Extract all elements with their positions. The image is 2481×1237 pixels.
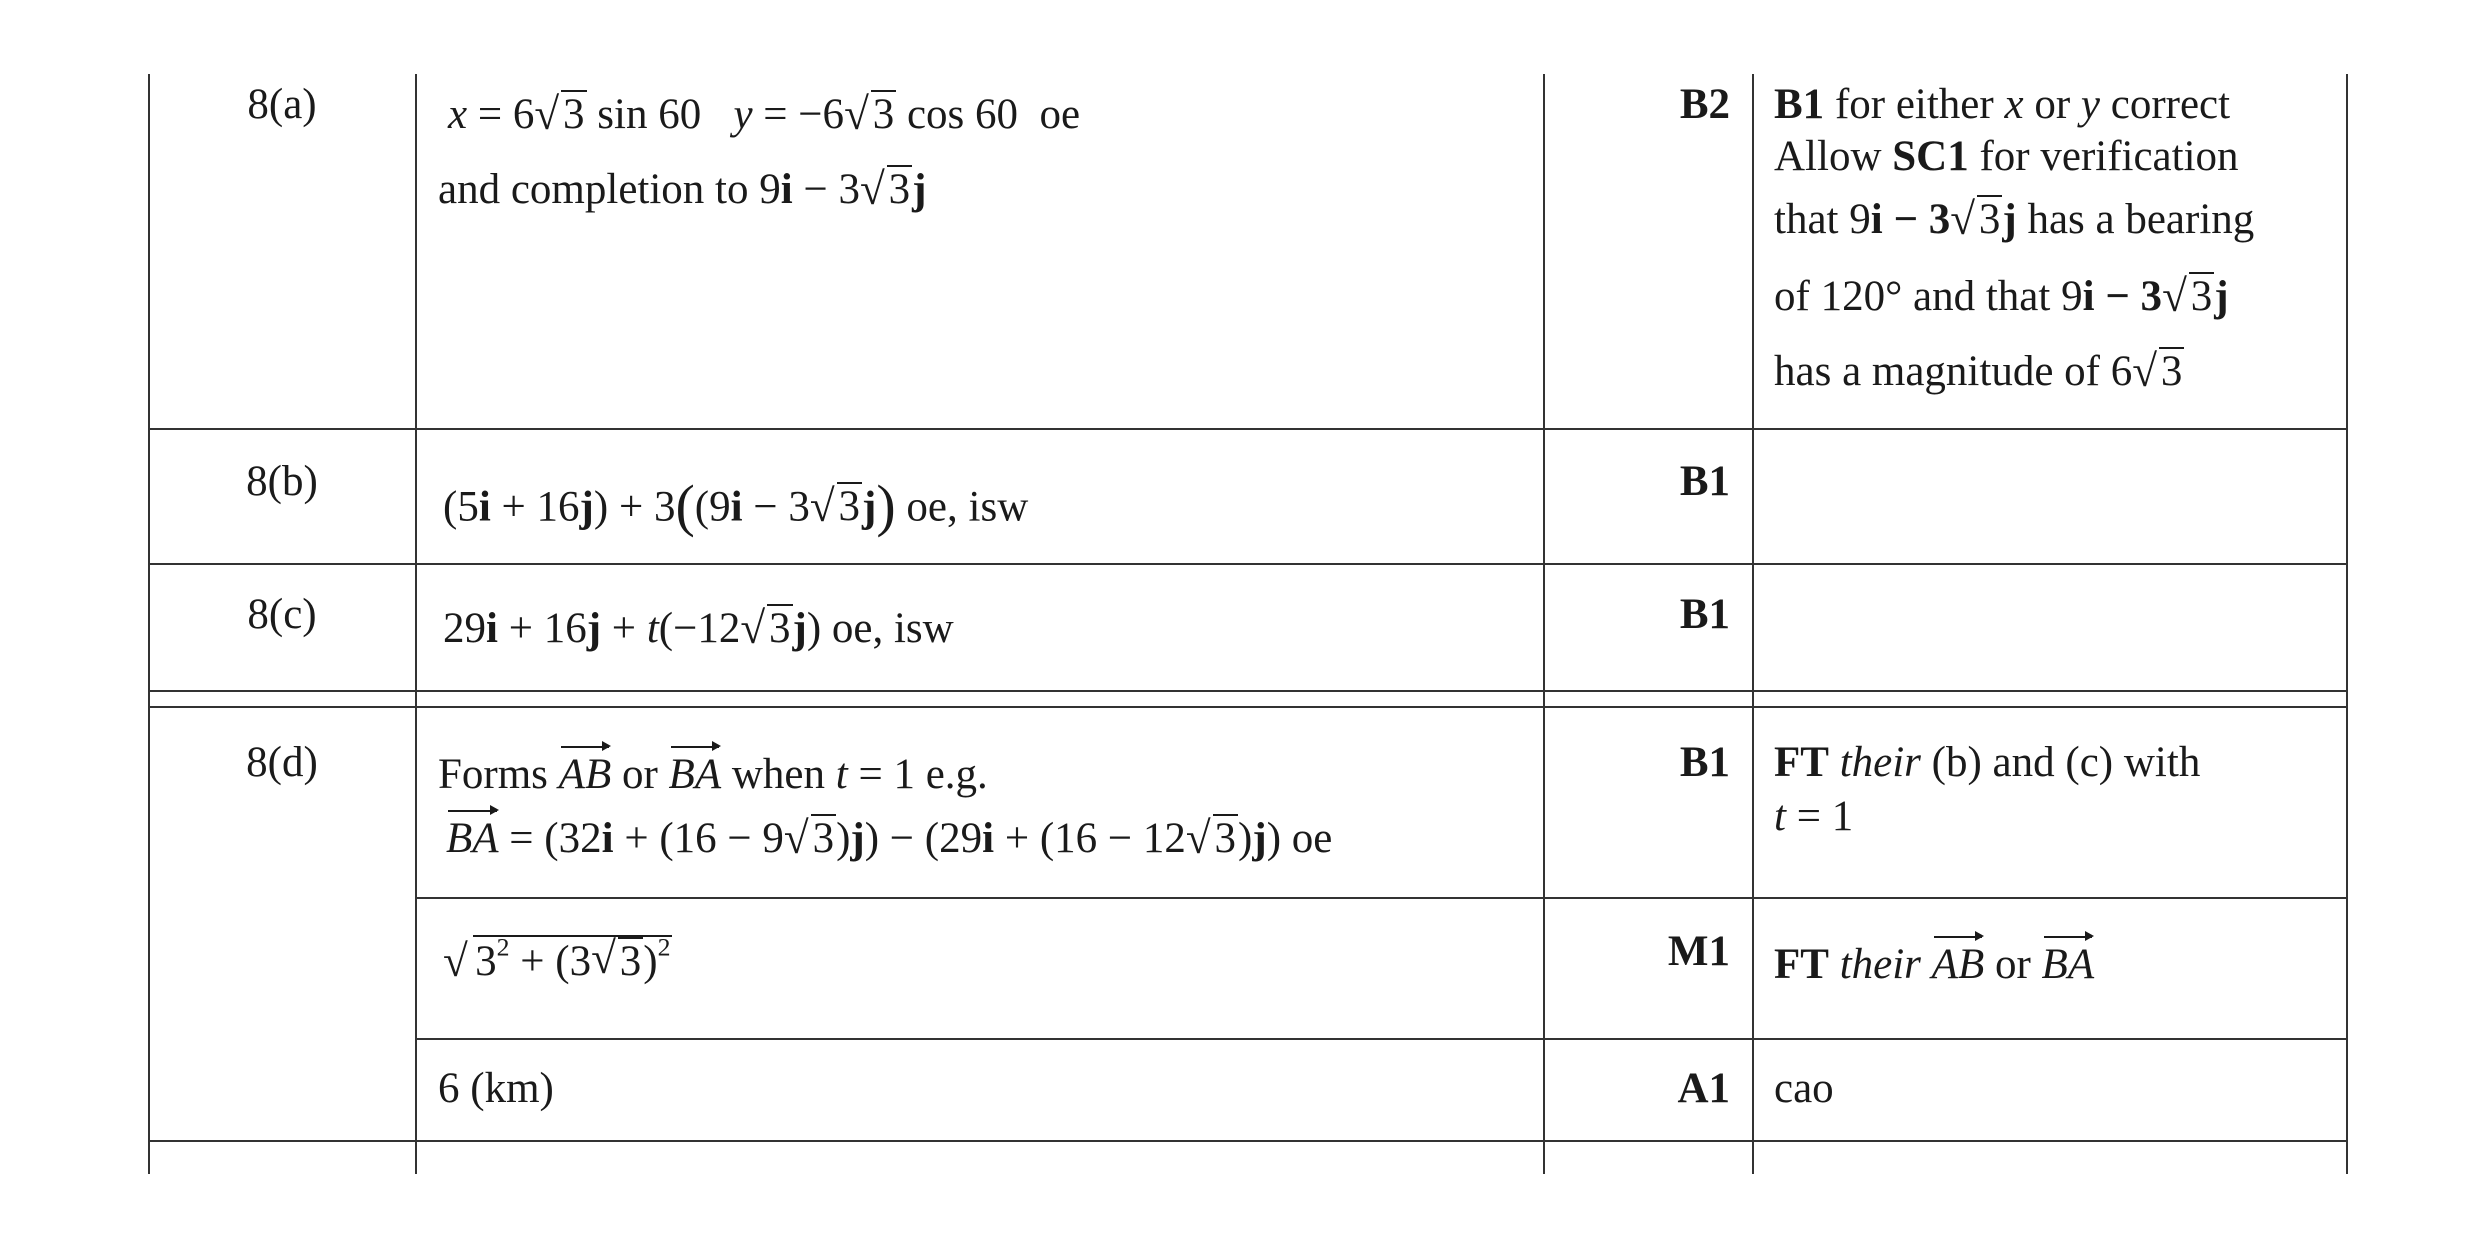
grid-col-divider-3 [1752, 74, 1754, 1174]
row-border-8c-bottom [148, 706, 2348, 708]
row-border-8d-part1 [415, 897, 2348, 899]
marks-8b: B1 [1679, 458, 1730, 505]
answer-8a-line1: x = 6√ 3 sin 60 y = −6√ 3 cos 60 oe [448, 88, 1080, 142]
marks-8a: B2 [1679, 81, 1730, 128]
guidance-8a-line4: of 120° and that 9i − 3√ 3j [1774, 270, 2229, 324]
guidance-8a-line2: Allow SC1 for verification [1774, 133, 2239, 180]
row-border-8d-part2 [415, 1038, 2348, 1040]
question-number-8d: 8(d) [246, 739, 318, 786]
marks-8c: B1 [1679, 591, 1730, 638]
question-number-8c: 8(c) [247, 591, 317, 638]
grid-col-divider-2 [1543, 74, 1545, 1174]
row-border-8b [148, 563, 2348, 565]
row-border-8d-bottom [148, 1140, 2348, 1142]
marks-8d-m1: M1 [1667, 928, 1730, 975]
guidance-8a-line5: has a magnitude of 6√ 3 [1774, 345, 2184, 399]
answer-8a-line2: and completion to 9i − 3√ 3j [438, 163, 926, 217]
guidance-8d-line2: t = 1 [1774, 793, 1854, 840]
guidance-8a-line3: that 9i − 3√ 3j has a bearing [1774, 193, 2254, 247]
answer-8d-forms-line: Forms AB or BA when t = 1 e.g. [438, 748, 988, 802]
guidance-8a-line1: B1 for either x or y correct [1774, 81, 2231, 128]
marks-8d-b1: B1 [1679, 739, 1730, 786]
answer-8d-magnitude-expression: √ $3^2 + (3√$ 3)$^2$ [443, 935, 672, 989]
marks-8d-a1: A1 [1677, 1065, 1730, 1112]
guidance-8d-m1: FT their AB or BA [1774, 938, 2094, 992]
answer-8b: (5i + 16j) + 3((9i − 3√ 3j) oe, isw [443, 470, 1028, 543]
answer-8d-ba-expression: BA = (32i + (16 − 9√ 3)j) − (29i + (16 − 12√ 3)j) oe [446, 812, 1332, 866]
grid-col-divider-1 [415, 74, 417, 1174]
row-border-8c-top [148, 690, 2348, 692]
guidance-8d-a1: cao [1774, 1065, 1834, 1112]
answer-8c: 29i + 16j + t(−12√ 3j) oe, isw [443, 602, 954, 656]
grid-right-border [2346, 74, 2348, 1174]
answer-8d-final: 6 (km) [438, 1065, 554, 1112]
row-border-8a [148, 428, 2348, 430]
question-number-8a: 8(a) [247, 81, 317, 128]
guidance-8d-line1: FT their (b) and (c) with [1774, 739, 2201, 786]
question-number-8b: 8(b) [246, 458, 318, 505]
grid-left-border [148, 74, 150, 1174]
